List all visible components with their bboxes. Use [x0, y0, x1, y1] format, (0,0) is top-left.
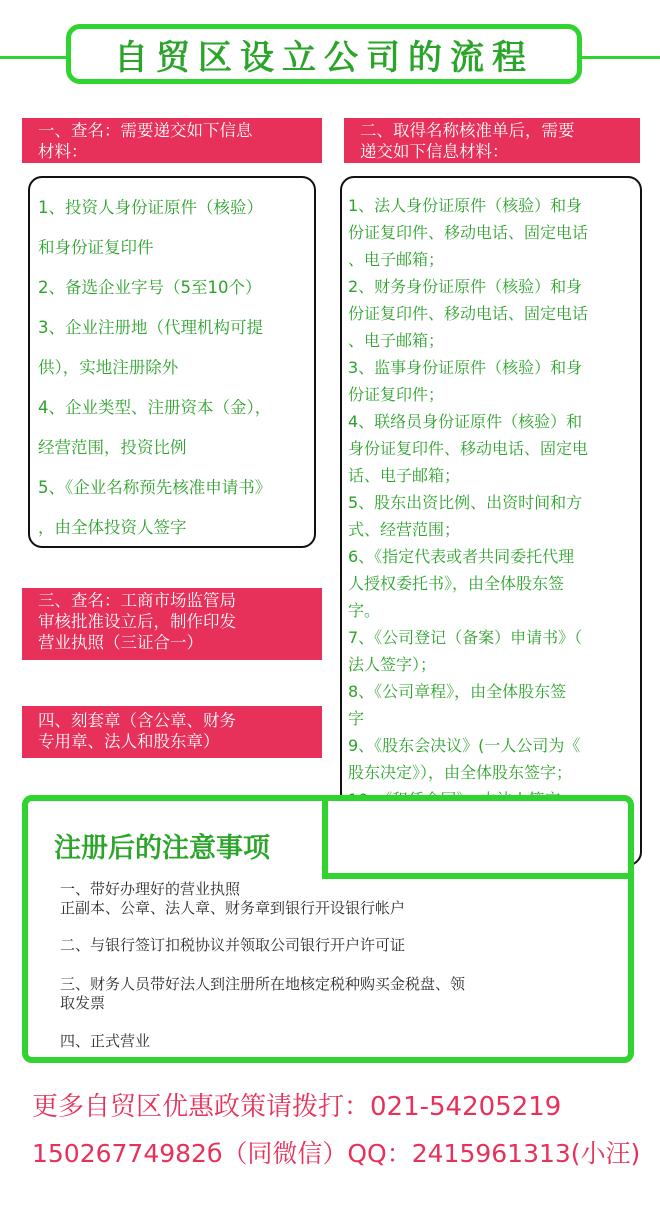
list-item: 3、企业注册地（代理机构可提: [38, 318, 263, 337]
list-item: 1、投资人身份证原件（核验）: [38, 198, 263, 217]
list-item: 经营范围，投资比例: [38, 438, 187, 457]
list-item: 人授权委托书》，由全体股东签: [348, 574, 565, 593]
notice-item: 正副本、公章、法人章、财务章到银行开设银行帐户: [60, 899, 406, 917]
notice-edge: [22, 873, 28, 883]
list-item: 份证复印件；: [348, 385, 445, 404]
notice-item: 四、正式营业: [60, 1032, 151, 1050]
list-item: 和身份证复印件: [38, 238, 154, 257]
list-item: 身份证复印件、移动电话、固定电: [348, 439, 589, 458]
list-item: 4、联络员身份证原件（核验）和: [348, 412, 583, 431]
list-item: 3、监事身份证原件（核验）和身: [348, 358, 583, 377]
list-item: 份证复印件、移动电话、固定电话: [348, 223, 589, 242]
list-item: 字。: [348, 601, 381, 620]
list-item: 2、备选企业字号（5至10个）: [38, 278, 262, 297]
notice-divider-horizontal: [322, 873, 634, 879]
list-item: 、电子邮箱；: [348, 250, 445, 269]
list-item: 法人签字）；: [348, 655, 437, 674]
notice-divider-vertical: [322, 795, 328, 879]
list-item: 6、《指定代表或者共同委托代理: [348, 547, 575, 566]
step1-materials-box: [28, 176, 316, 548]
list-item: 2、财务身份证原件（核验）和身: [348, 277, 583, 296]
title-line-right: [578, 56, 660, 59]
list-item: 话、电子邮箱；: [348, 466, 461, 485]
step4-label: 四、刻套章（含公章、财务 专用章、法人和股东章）: [22, 706, 322, 758]
notice-title: 注册后的注意事项: [54, 833, 270, 864]
list-item: 股东决定》），由全体股东签字；: [348, 763, 573, 782]
list-item: 4、企业类型、注册资本（金），: [38, 398, 272, 417]
list-item: ，由全体投资人签字: [38, 518, 187, 537]
list-item: 5、《企业名称预先核准申请书》: [38, 478, 272, 497]
title-line-left: [0, 56, 70, 59]
list-item: 供），实地注册除外: [38, 358, 179, 377]
list-item: 8、《公司章程》，由全体股东签: [348, 682, 567, 701]
list-item: 7、《公司登记（备案）申请书》（: [348, 628, 583, 647]
step2-label: 二、取得名称核准单后，需要 递交如下信息材料：: [344, 118, 640, 163]
title-banner: [66, 24, 582, 84]
list-item: 式、经营范围；: [348, 520, 461, 539]
step1-label: 一、查名：需要递交如下信息 材料：: [22, 118, 322, 163]
list-item: 1、法人身份证原件（核验）和身: [348, 196, 583, 215]
list-item: 字: [348, 709, 365, 728]
list-item: 5、股东出资比例、出资时间和方: [348, 493, 583, 512]
notice-item: 一、带好办理好的营业执照: [60, 880, 241, 898]
list-item: 、电子邮箱；: [348, 331, 445, 350]
notice-item: 取发票: [60, 994, 106, 1012]
page-title: 自贸区设立公司的流程: [114, 37, 534, 78]
contact-line-1: 更多自贸区优惠政策请拨打：021-54205219: [32, 1092, 562, 1122]
list-item: 9、《股东会决议》(一人公司为《: [348, 736, 581, 755]
list-item: 份证复印件、移动电话、固定电话: [348, 304, 589, 323]
notice-item: 二、与银行签订扣税协议并领取公司银行开户许可证: [60, 936, 406, 954]
step2-materials-box: [340, 176, 642, 866]
notice-item: 三、财务人员带好法人到注册所在地核定税种购买金税盘、领: [60, 975, 466, 993]
step3-label: 三、查名：工商市场监管局 审核批准设立后，制作印发 营业执照（三证合一）: [22, 588, 322, 660]
contact-line-2: 15026774982б（同微信）QQ：2415961313(小汪): [32, 1139, 641, 1168]
